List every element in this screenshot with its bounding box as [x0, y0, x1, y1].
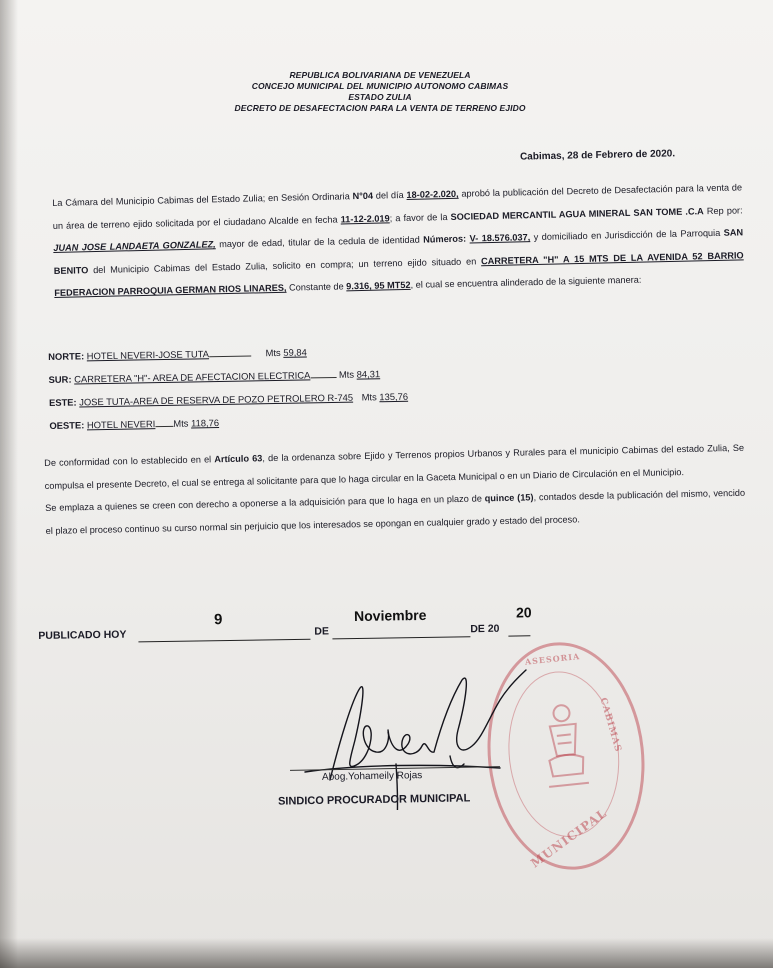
representative-name: JUAN JOSE LANDAETA GONZALEZ, — [53, 239, 216, 254]
text-segment: del día — [372, 189, 407, 201]
header-line-council: CONCEJO MUNICIPAL DEL MUNICIPIO AUTONOMO CABIMAS — [251, 81, 509, 91]
text-segment: del Municipio Cabimas del Estado Zulia, solicito en compra; un terreno ejido situado en — [88, 256, 482, 275]
blank-line — [209, 345, 251, 357]
stamp-text-top: ASESORIA — [524, 651, 581, 667]
boundary-value: JOSE TUTA-AREA DE RESERVA DE POZO PETROLERO R-745 — [79, 391, 354, 408]
signatory-name: Abog.Yohameily Rojas — [321, 770, 423, 783]
term-days: quince (15) — [484, 492, 534, 504]
mts-label: Mts — [173, 417, 189, 429]
id-label: Números: — [423, 233, 467, 245]
page-shadow-left — [0, 0, 18, 968]
parish-name: SAN BENITO — [53, 227, 744, 276]
text-segment: , el cual se encuentra alinderado de la siguiente manera: — [410, 275, 642, 291]
boundary-value: CARRETERA "H"- AREA DE AFECTACION ELECTRICA — [74, 369, 311, 385]
session-date: 18-02-2.020, — [406, 188, 459, 200]
boundary-label: NORTE: — [48, 350, 85, 362]
boundary-label: ESTE: — [48, 396, 77, 408]
header-line-republic: REPUBLICA BOLIVARIANA DE VENEZUELA — [289, 70, 471, 80]
handwritten-year: 20 — [515, 604, 532, 621]
land-location: CARRETERA "H" A 15 MTS DE LA AVENIDA 52 BARRIO FEDERACION PARROQUIA GERMAN RIOS LINARES, — [54, 250, 744, 299]
article-ref: Artículo 63 — [214, 453, 263, 465]
mts-label: Mts — [338, 368, 355, 380]
published-label: PUBLICADO HOY — [38, 628, 127, 642]
day-blank — [138, 639, 310, 643]
stamp-emblem-icon — [525, 692, 606, 809]
boundary-mts: 59,84 — [283, 346, 307, 358]
header-line-state: ESTADO ZULIA — [348, 92, 412, 102]
stamp-text-right: CABIMAS — [597, 696, 623, 754]
blank-line — [155, 416, 173, 427]
land-area: 9.316, 95 MT52 — [346, 280, 411, 292]
handwritten-signature — [300, 660, 530, 810]
text-segment: aprobó la publicación del Decreto de Desafectación para la venta de un área de terreno ejido solicitada por el ciudadano Alcalde en fecha — [52, 182, 743, 231]
boundary-value: HOTEL NEVERI-JOSE TUTA — [86, 348, 210, 362]
page-shadow-bottom — [0, 938, 773, 968]
company-name: SOCIEDAD MERCANTIL AGUA MINERAL SAN TOME .C.A — [450, 205, 704, 222]
stamp-text-bottom: MUNICIPAL — [528, 805, 610, 871]
mts-label: Mts — [265, 346, 281, 359]
mts-label: Mts — [361, 391, 377, 403]
boundary-mts: 84,31 — [356, 368, 381, 380]
boundary-value: HOTEL NEVERI — [86, 418, 156, 431]
boundaries-list — [48, 336, 570, 437]
month-blank — [332, 636, 470, 639]
boundary-mts: 135,76 — [379, 390, 409, 403]
boundary-label: SUR: — [48, 373, 72, 385]
header-line-decree: DECRETO DE DESAFECTACION PARA LA VENTA DE TERRENO EJIDO — [234, 103, 526, 113]
text-segment: y domiciliado en Jurisdicción de la Parroquia — [530, 227, 724, 243]
boundary-label: OESTE: — [49, 419, 85, 431]
request-date: 11-12-2.019 — [340, 212, 390, 225]
de-label: DE — [314, 625, 329, 638]
text-segment: Se emplaza a quienes se creen con derecho a oponerse a la adquisición para que lo haga en un plazo de — [45, 493, 485, 513]
text-segment: La Cámara del Municipio Cabimas del Estado Zulia; en Sesión Ordinaria — [52, 191, 353, 208]
text-segment: , de la ordenanza sobre Ejido y Terrenos propios Urbanos y Rurales para el municipio Cabimas del estado Zulia, Se compulsa el presente Decreto, el cual se entrega al solicitante para que lo haga circular en la Gaceta Municipal o en un Diario de Circulación en el Municipio. — [44, 442, 745, 491]
id-number: V- 18.576.037, — [469, 232, 531, 244]
text-segment: mayor de edad, titular de la cedula de identidad — [215, 234, 424, 250]
year-blank — [508, 635, 530, 636]
signatory-title: SINDICO PROCURADOR MUNICIPAL — [277, 792, 471, 808]
document-date: Cabimas, 28 de Febrero de 2020. — [519, 148, 676, 163]
blank-line — [310, 367, 336, 378]
handwritten-day: 9 — [213, 611, 223, 629]
boundary-mts: 118,76 — [190, 417, 220, 429]
text-segment: Rep por: — [703, 204, 743, 216]
paragraph-request — [52, 176, 744, 305]
text-segment: ; a favor de la — [389, 211, 451, 223]
text-segment: , contados desde la publicación del mismo, vencido el plazo el proceso continuo su curso normal sin perjuicio que los interesados se opongan en cualquier grado y estado del proceso. — [45, 487, 746, 536]
handwritten-month: Noviembre — [353, 606, 427, 625]
year-prefix: DE 20 — [470, 622, 500, 636]
session-number: N°04 — [352, 190, 374, 202]
text-segment: De conformidad con lo establecido en el — [44, 454, 215, 468]
text-segment: Constante de — [286, 281, 347, 294]
publication-line — [38, 605, 599, 654]
paragraph-legal — [44, 437, 746, 542]
document-header — [200, 70, 560, 114]
